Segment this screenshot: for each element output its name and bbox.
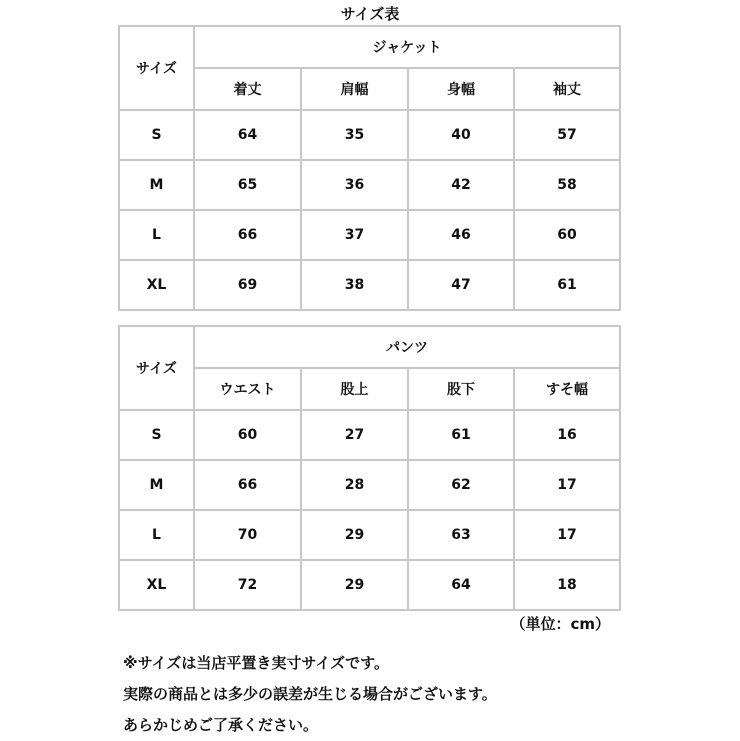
value-cell: 27 — [301, 410, 408, 460]
size-cell: L — [119, 510, 194, 560]
value-cell: 35 — [301, 110, 408, 160]
size-header-cell: サイズ — [119, 26, 194, 110]
value-cell: 29 — [301, 560, 408, 610]
table-row — [119, 460, 620, 510]
value-cell: 17 — [514, 510, 620, 560]
jacket-size-table — [118, 25, 621, 311]
value-cell: 29 — [301, 510, 408, 560]
value-cell: 38 — [301, 260, 408, 310]
value-cell: 69 — [194, 260, 301, 310]
table-row — [119, 510, 620, 560]
value-cell: 65 — [194, 160, 301, 210]
table-row — [119, 260, 620, 310]
value-cell: 61 — [408, 410, 514, 460]
value-cell: 62 — [408, 460, 514, 510]
value-cell: 47 — [408, 260, 514, 310]
table-row — [119, 210, 620, 260]
note-line: ※サイズは当店平置き実寸サイズです。 — [123, 654, 389, 672]
value-cell: 60 — [514, 210, 620, 260]
value-cell: 18 — [514, 560, 620, 610]
value-cell: 70 — [194, 510, 301, 560]
size-header-cell: サイズ — [119, 326, 194, 410]
size-cell: L — [119, 210, 194, 260]
value-cell: 63 — [408, 510, 514, 560]
table-row — [119, 160, 620, 210]
value-cell: 36 — [301, 160, 408, 210]
value-cell: 16 — [514, 410, 620, 460]
size-cell: S — [119, 410, 194, 460]
size-cell: XL — [119, 260, 194, 310]
value-cell: 17 — [514, 460, 620, 510]
note-line: 実際の商品とは多少の誤差が生じる場合がございます。 — [123, 685, 497, 703]
value-cell: 37 — [301, 210, 408, 260]
value-cell: 66 — [194, 460, 301, 510]
value-cell: 42 — [408, 160, 514, 210]
value-cell: 61 — [514, 260, 620, 310]
column-header: 身幅 — [408, 68, 514, 110]
value-cell: 60 — [194, 410, 301, 460]
table-row — [119, 410, 620, 460]
pants-size-table — [118, 325, 621, 611]
jacket-group-header: ジャケット — [194, 26, 620, 68]
page-title: サイズ表 — [340, 5, 400, 23]
value-cell: 66 — [194, 210, 301, 260]
value-cell: 58 — [514, 160, 620, 210]
table-row — [119, 560, 620, 610]
column-header: 股上 — [301, 368, 408, 410]
notes-block — [123, 648, 723, 741]
column-header: 肩幅 — [301, 68, 408, 110]
value-cell: 64 — [194, 110, 301, 160]
note-line: あらかじめご了承ください。 — [123, 716, 319, 734]
table-row — [119, 110, 620, 160]
size-cell: M — [119, 460, 194, 510]
size-cell: M — [119, 160, 194, 210]
value-cell: 57 — [514, 110, 620, 160]
value-cell: 72 — [194, 560, 301, 610]
size-cell: S — [119, 110, 194, 160]
column-header: 股下 — [408, 368, 514, 410]
column-header: ウエスト — [194, 368, 301, 410]
column-header: 袖丈 — [514, 68, 620, 110]
size-cell: XL — [119, 560, 194, 610]
unit-note: （単位：cm） — [510, 615, 610, 633]
pants-group-header: パンツ — [194, 326, 620, 368]
value-cell: 64 — [408, 560, 514, 610]
value-cell: 40 — [408, 110, 514, 160]
column-header: 着丈 — [194, 68, 301, 110]
value-cell: 46 — [408, 210, 514, 260]
value-cell: 28 — [301, 460, 408, 510]
column-header: すそ幅 — [514, 368, 620, 410]
